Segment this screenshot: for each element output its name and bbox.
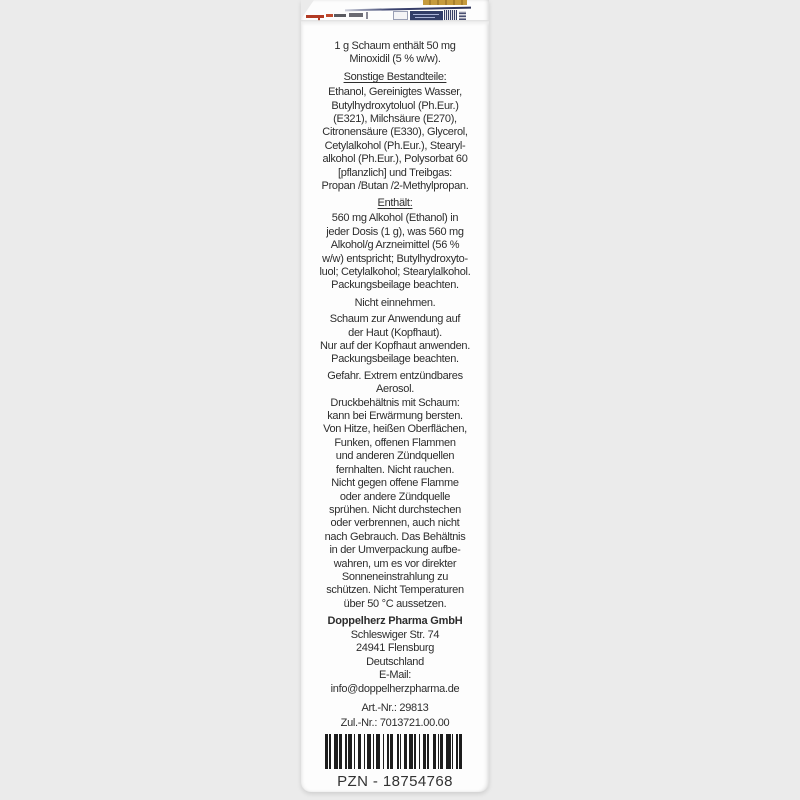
pzn-number: PZN - 18754768 [337,773,453,791]
paragraph-other-ingredients-heading [303,71,487,84]
paragraph-contains-heading [303,197,487,210]
label-text-line: Schaum zur Anwendung auf [329,313,461,326]
label-text-line: Alkohol/g Arzneimittel (56 % [330,239,460,252]
label-text-line: jeder Dosis (1 g), was 560 mg [326,225,464,238]
label-text-line: E-Mail: [378,669,412,682]
label-text-line: oder andere Zündquelle [339,490,451,503]
product-box-back-panel [301,0,489,792]
label-text-line: Ethanol, Gereinigtes Wasser, [328,86,462,99]
label-text-line: (E321), Milchsäure (E270), [333,113,457,126]
paragraph-other-ingredients [303,86,487,193]
label-text-line: Minoxidil (5 % w/w). [349,53,441,66]
label-text-line: 560 mg Alkohol (Ethanol) in [331,212,459,225]
paragraph-art-nr [303,702,487,715]
label-text-line: sprühen. Nicht durchstechen [329,503,461,516]
barcode-space [462,734,465,769]
label-text-line: 24941 Flensburg [355,642,435,655]
label-text-line: Gefahr. Extrem entzündbares [327,369,463,382]
label-text-line: wahren, um es vor direkter [333,557,457,570]
paragraph-manufacturer [303,615,487,628]
label-text-line: über 50 °C aussetzen. [343,597,447,610]
label-text-line: Nicht einnehmen. [354,296,436,309]
label-text-line: Sonstige Bestandteile: [343,70,447,83]
label-text-line: Von Hitze, heißen Oberflächen, [323,423,467,436]
label-text-line: w/w) entspricht; Butylhydroxyto- [322,252,468,265]
label-text-line: Propan /Butan /2-Methylpropan. [321,180,469,193]
label-text-line: Sonneneinstrahlung zu [341,570,449,583]
label-text-line: in der Umverpackung aufbe- [329,544,461,557]
label-text-line: schützen. Nicht Temperaturen [326,584,464,597]
label-text-line: fernhalten. Nicht rauchen. [335,463,455,476]
label-text-line: und anderen Zündquellen [335,450,455,463]
label-text-line: alkohol (Ph.Eur.), Polysorbat 60 [322,153,468,166]
label-text-line: Packungsbeilage beachten. [331,353,459,366]
paragraph-zul-nr [303,717,487,730]
label-text-line: kann bei Erwärmung bersten. [327,410,463,423]
label-text-line: 1 g Schaum enthält 50 mg [334,40,456,52]
label-text-line: der Haut (Kopfhaut). [348,326,442,339]
label-text-line: Citronensäure (E330), Glycerol, [322,126,468,139]
label-text-line: Aerosol. [376,383,414,396]
paragraph-danger [303,370,487,397]
paragraph-address [303,629,487,696]
pzn-barcode [325,734,465,769]
label-text-line: Art.-Nr.: 29813 [361,702,429,715]
paragraph-application [303,313,487,367]
label-text-line: Funken, offenen Flammen [334,436,456,449]
label-text-line: Enthält: [377,197,413,210]
label-text-line: Deutschland [366,655,424,668]
label-text-column [303,0,487,789]
label-text-line: info@doppelherzpharma.de [330,682,460,695]
label-text-line: Nicht gegen offene Flamme [331,477,459,490]
label-text-line: luol; Cetylalkohol; Stearylalkohol. [319,266,471,278]
label-text-line: Packungsbeilage beachten. [331,279,459,292]
label-text-line: Druckbehältnis mit Schaum: [330,396,460,409]
label-text-line: Nur auf der Kopfhaut anwenden. [319,340,470,353]
label-text-line: Schleswiger Str. 74 [350,629,440,642]
label-text-line: oder verbrennen, auch nicht [330,517,460,530]
paragraph-composition [303,40,487,67]
paragraph-do-not-ingest [303,297,487,310]
paragraph-pressure-warning [303,397,487,612]
label-text-line: Zul.-Nr.: 7013721.00.00 [340,716,450,729]
label-text-line: [pflanzlich] und Treibgas: [338,166,452,179]
label-text-line: Doppelherz Pharma GmbH [327,615,463,628]
label-text-line: Cetylalkohol (Ph.Eur.), Stearyl- [324,139,466,152]
label-text-line: nach Gebrauch. Das Behältnis [324,530,466,543]
paragraph-contains [303,212,487,292]
label-text-line: Butylhydroxytoluol (Ph.Eur.) [331,99,459,112]
